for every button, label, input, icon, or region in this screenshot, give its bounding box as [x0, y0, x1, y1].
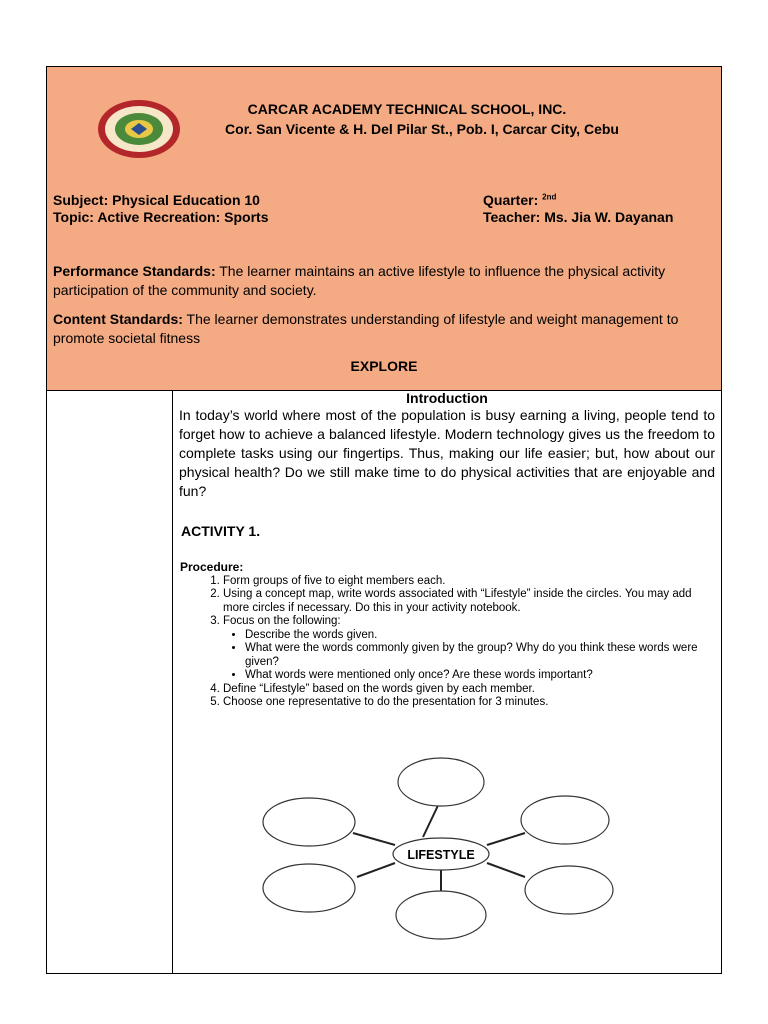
school-address: Cor. San Vicente & H. Del Pilar St., Pob. I, Carcar City, Cebu — [225, 121, 619, 137]
quarter-label: Quarter: — [483, 192, 543, 208]
concept-circle — [521, 796, 609, 844]
quarter-line — [483, 192, 556, 209]
content-standards-text: The learner demonstrates understanding of lifestyle and weight management to promote societal fitness — [53, 311, 679, 346]
concept-circle — [525, 866, 613, 914]
focus-point: • Describe the words given. — [245, 629, 715, 643]
performance-standards — [53, 262, 717, 300]
procedure-step — [223, 615, 715, 683]
procedure-step: 1. Form groups of five to eight members each. — [223, 575, 715, 589]
connector-line — [357, 863, 395, 877]
header-box — [47, 67, 721, 391]
procedure — [179, 561, 715, 710]
section-title: EXPLORE — [350, 358, 418, 374]
introduction-title: Introduction — [406, 390, 488, 406]
lesson-sheet — [46, 66, 722, 974]
introduction-text: In today’s world where most of the population is busy earning a living, people tend to forget how to achieve a balanced lifestyle. Modern technology gives us the freedom to complete tasks using our fingertips. Thus, making our life easier; but, how about our physical health? Do we still make time to do physical activities that are enjoyable and fun? — [179, 407, 715, 499]
concept-circle — [396, 891, 486, 939]
procedure-step: 5. Choose one representative to do the presentation for 3 minutes. — [223, 696, 715, 710]
content-standards-label: Content Standards: — [53, 311, 183, 327]
focus-points — [223, 629, 715, 683]
concept-center-label: LIFESTYLE — [407, 848, 475, 862]
content-column — [179, 390, 715, 710]
focus-point: • What words were mentioned only once? Are these words important? — [245, 669, 715, 683]
quarter-value: 2nd — [542, 192, 557, 202]
procedure-title: Procedure: — [180, 560, 244, 574]
procedure-step: 2. Using a concept map, write words associated with “Lifestyle” inside the circles. You may add more circles if necessary. Do this in your activity notebook. — [223, 588, 715, 615]
concept-map-diagram — [255, 757, 625, 967]
focus-point: • What were the words commonly given by the group? Why do you think these words were given? — [245, 642, 715, 669]
procedure-step: 4. Define “Lifestyle” based on the words given by each member. — [223, 683, 715, 697]
connector-line — [487, 863, 525, 877]
content-standards — [53, 310, 717, 348]
procedure-step-text: Focus on the following: — [223, 615, 341, 627]
performance-standards-text: The learner maintains an active lifestyle to influence the physical activity participation of the community and society. — [53, 263, 666, 298]
performance-standards-label: Performance Standards: — [53, 263, 216, 279]
topic-line: Topic: Active Recreation: Sports — [53, 209, 269, 225]
concept-circle — [263, 798, 355, 846]
concept-circle — [263, 864, 355, 912]
subject-line: Subject: Physical Education 10 — [53, 192, 260, 208]
connector-line — [487, 833, 525, 845]
connector-line — [353, 833, 395, 845]
activity-title: ACTIVITY 1. — [181, 523, 261, 539]
teacher-line: Teacher: Ms. Jia W. Dayanan — [483, 209, 674, 225]
procedure-steps — [179, 575, 715, 710]
concept-circle — [398, 758, 484, 806]
school-name: CARCAR ACADEMY TECHNICAL SCHOOL, INC. — [247, 101, 567, 117]
left-column — [47, 390, 173, 973]
